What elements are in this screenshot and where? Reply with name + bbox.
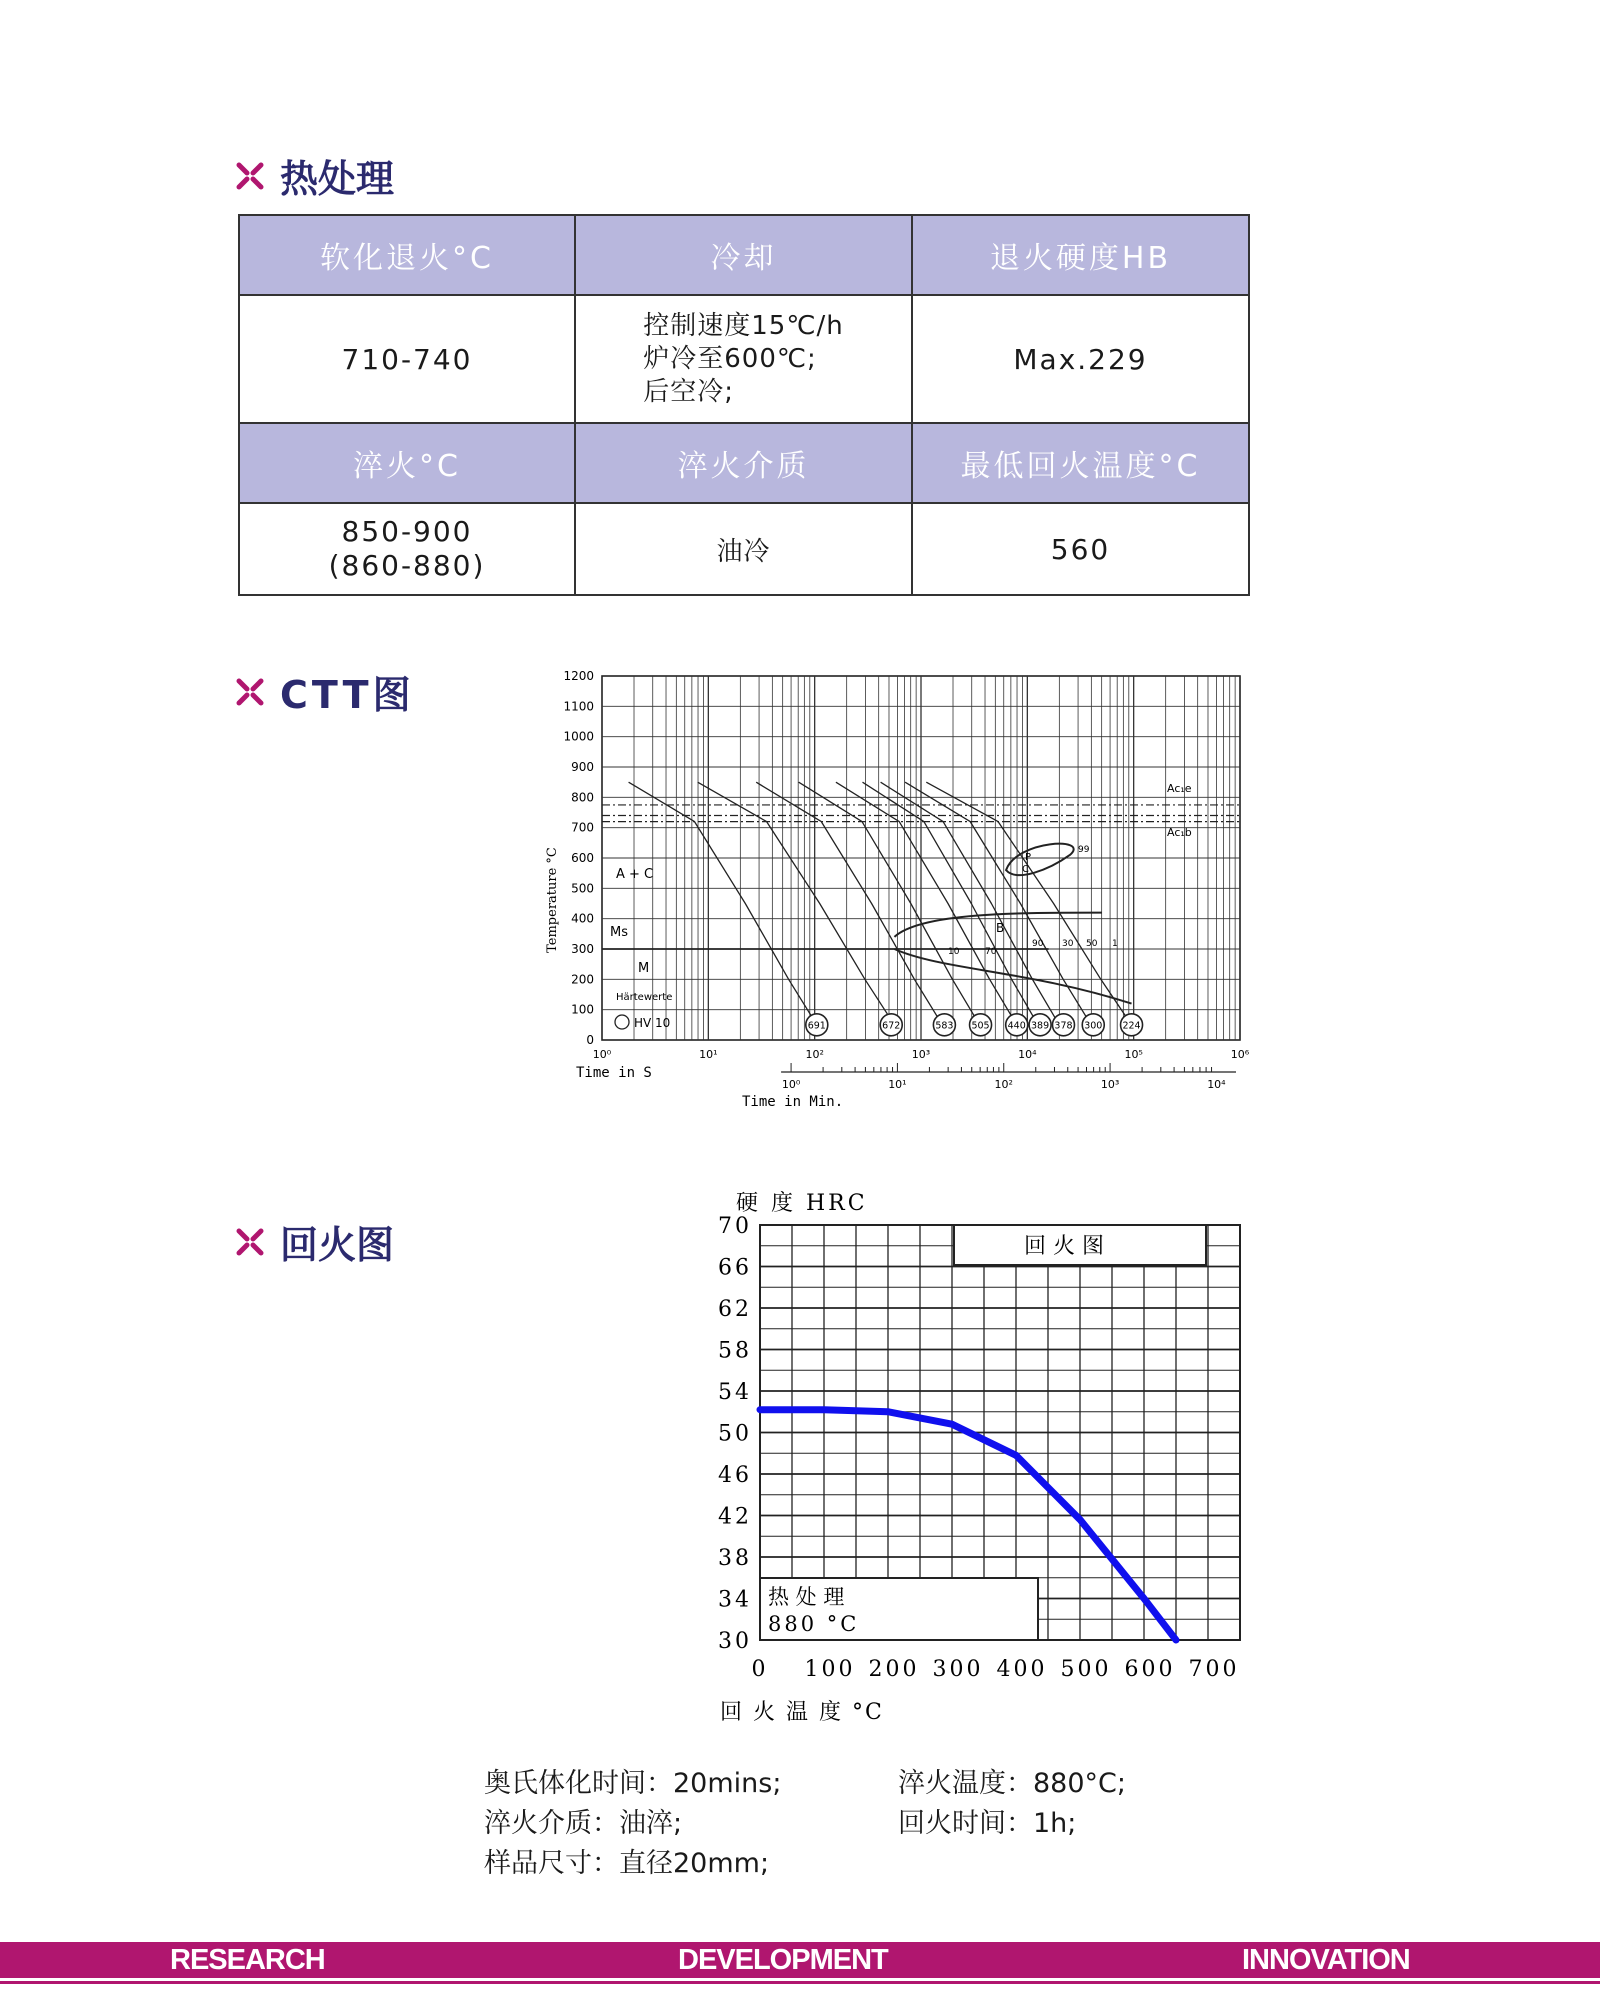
- ctt-x-tick-label: 10²: [805, 1048, 824, 1061]
- temper-x-label: 回 火 温 度 °C: [720, 1700, 884, 1725]
- ctt-y-tick-label: 1000: [563, 729, 594, 744]
- footer-band: [0, 1942, 1600, 1984]
- ctt-hardness-value: 378: [1054, 1020, 1073, 1032]
- section-title-tempering: [234, 1214, 394, 1269]
- temper-x-tick-label: 600: [1124, 1657, 1176, 1682]
- ctt-x-ticks: [593, 1048, 1250, 1061]
- ctt-y-tick-label: 1100: [563, 699, 594, 714]
- temper-x-tick-label: 300: [932, 1657, 984, 1682]
- temper-x-tick-label: 700: [1188, 1657, 1240, 1682]
- table-row: [239, 295, 1249, 423]
- temper-x-tick-label: 100: [804, 1657, 856, 1682]
- ctt-y-label: Temperature °C: [545, 847, 560, 953]
- ctt-hardness-value: 691: [807, 1020, 826, 1032]
- ctt-min-tick-label: 10²: [994, 1078, 1013, 1091]
- header-annealed-hardness: 退火硬度HB: [912, 215, 1249, 295]
- temper-x-tick-label: 0: [751, 1657, 769, 1682]
- ctt-percent-label: 30: [1062, 939, 1074, 949]
- ctt-y-tick-label: 0: [586, 1033, 594, 1047]
- ctt-hardness-value: 505: [971, 1020, 990, 1032]
- header-min-temper: 最低回火温度°C: [912, 423, 1249, 503]
- temper-y-label: 硬 度 HRC: [736, 1191, 868, 1216]
- section-title-text: CTT图: [280, 673, 415, 717]
- cross-ornament-icon: [234, 676, 266, 708]
- temper-y-tick-label: 38: [718, 1546, 752, 1571]
- ctt-percent-label: 50: [1086, 939, 1098, 949]
- value-annealed-hardness: Max.229: [912, 295, 1249, 423]
- ctt-percent-label: 1: [1112, 939, 1118, 949]
- temper-x-ticks: [752, 1657, 1240, 1682]
- header-cooling: 冷却: [575, 215, 912, 295]
- ctt-x-tick-label: 10⁴: [1018, 1048, 1037, 1061]
- value-quench-medium: 油冷: [575, 503, 912, 595]
- value-cooling: 控制速度15℃/h 炉冷至600℃; 后空冷;: [575, 295, 912, 423]
- table-header-row: [239, 215, 1249, 295]
- header-quench-medium: 淬火介质: [575, 423, 912, 503]
- table-header-row: [239, 423, 1249, 503]
- temper-y-tick-label: 50: [718, 1421, 752, 1447]
- ctt-hardness-value: 583: [935, 1020, 954, 1032]
- note-sample: 样品尺寸：直径20mm;: [484, 1848, 770, 1879]
- ctt-label-ac: A + C: [616, 867, 654, 882]
- ctt-y-tick-label: 500: [571, 881, 594, 896]
- ctt-x-label-min: Time in Min.: [742, 1094, 844, 1110]
- ctt-label-c: C: [1022, 864, 1029, 875]
- ctt-cooling-curves: [629, 782, 1132, 1025]
- temper-chart-title: 回 火 图: [1024, 1234, 1104, 1259]
- ctt-label-m: M: [638, 961, 650, 976]
- ctt-label-ac1e: Ac₁e: [1167, 782, 1192, 795]
- ctt-y-ticks: [563, 669, 594, 1047]
- ctt-label-hv: HV 10: [634, 1016, 671, 1030]
- section-title-heat-treatment: [234, 148, 394, 203]
- temper-y-tick-label: 42: [718, 1504, 752, 1530]
- value-quench: 850-900 (860-880): [239, 503, 575, 595]
- ctt-x-tick-label: 10⁶: [1230, 1048, 1250, 1061]
- ctt-y-tick-label: 400: [571, 911, 594, 926]
- note-temper-time: 回火时间：1h;: [898, 1808, 1077, 1839]
- table-row: [239, 503, 1249, 595]
- ctt-y-tick-label: 900: [571, 760, 594, 774]
- cross-ornament-icon: [234, 1226, 266, 1258]
- header-quench: 淬火°C: [239, 423, 575, 503]
- tempering-chart: [690, 1180, 1270, 1740]
- ctt-min-tick-label: 10⁰: [781, 1078, 801, 1091]
- ctt-label-b: B: [996, 921, 1005, 935]
- value-annealing: 710-740: [239, 295, 575, 423]
- temper-y-tick-label: 46: [718, 1463, 752, 1488]
- ctt-y-tick-label: 800: [571, 790, 594, 805]
- temper-y-tick-label: 54: [718, 1380, 752, 1405]
- ctt-x-label-s: Time in S: [576, 1065, 652, 1081]
- value-min-temper: 560: [912, 503, 1249, 595]
- ctt-y-tick-label: 700: [571, 820, 594, 835]
- note-medium: 淬火介质：油淬;: [484, 1808, 683, 1839]
- section-title-text: 回火图: [280, 1223, 395, 1267]
- temper-y-tick-label: 70: [718, 1214, 752, 1239]
- temper-y-tick-label: 34: [718, 1587, 752, 1613]
- temper-y-tick-label: 58: [718, 1338, 752, 1364]
- section-title-ctt: [234, 664, 415, 719]
- ctt-percent-label: 90: [1032, 939, 1044, 949]
- ctt-hardness-value: 224: [1122, 1020, 1141, 1032]
- ctt-min-tick-label: 10⁴: [1207, 1078, 1226, 1091]
- temper-y-tick-label: 62: [718, 1297, 752, 1322]
- ctt-hardness-markers: [806, 1014, 1143, 1036]
- ctt-y-tick-label: 200: [571, 972, 594, 987]
- temper-y-tick-label: 66: [718, 1255, 752, 1281]
- temper-x-tick-label: 200: [868, 1657, 920, 1682]
- note-austenitize: 奥氏体化时间：20mins;: [484, 1768, 782, 1799]
- temper-y-ticks: [718, 1214, 752, 1654]
- ctt-hardness-value: 300: [1084, 1020, 1103, 1032]
- ctt-y-tick-label: 1200: [563, 669, 594, 683]
- ctt-x-tick-label: 10⁵: [1124, 1048, 1143, 1061]
- ctt-percent-label: 10: [948, 947, 960, 957]
- ctt-y-tick-label: 100: [571, 1002, 594, 1017]
- header-annealing: 软化退火°C: [239, 215, 575, 295]
- ctt-min-tick-label: 10³: [1100, 1078, 1120, 1091]
- temper-note-line2: 880 °C: [768, 1612, 860, 1636]
- test-conditions: [484, 1764, 1126, 1884]
- note-quench-temp: 淬火温度：880°C;: [898, 1768, 1126, 1799]
- ctt-chart: [530, 660, 1260, 1120]
- footer-word-innovation: INNOVATION: [1242, 1944, 1410, 1976]
- ctt-y-tick-label: 300: [571, 942, 594, 956]
- ctt-x-tick-label: 10³: [911, 1048, 931, 1061]
- temper-x-tick-label: 500: [1060, 1657, 1112, 1682]
- footer-word-development: DEVELOPMENT: [678, 1944, 888, 1976]
- heat-treatment-table: [238, 214, 1250, 596]
- temper-y-tick-label: 30: [718, 1629, 752, 1654]
- ctt-min-tick-label: 10¹: [888, 1078, 907, 1091]
- ctt-x-tick-label: 10¹: [699, 1048, 718, 1061]
- section-title-text: 热处理: [280, 157, 395, 201]
- ctt-hardness-value: 389: [1031, 1020, 1050, 1032]
- ctt-label-ac1b: Ac₁b: [1167, 826, 1192, 839]
- ctt-minutes-axis: [781, 1063, 1236, 1091]
- ctt-hardness-value: 440: [1007, 1020, 1026, 1032]
- ctt-hardness-value: 672: [882, 1020, 901, 1032]
- footer-word-research: RESEARCH: [170, 1944, 325, 1976]
- ctt-label-hardness-title: Härtewerte: [616, 992, 673, 1003]
- ctt-labels: [610, 782, 1192, 1030]
- ctt-y-tick-label: 600: [571, 851, 594, 865]
- temper-note-line1: 热 处 理: [768, 1585, 845, 1609]
- ctt-percent-label: 99: [1078, 845, 1090, 855]
- ctt-label-p: P: [1025, 852, 1032, 863]
- cross-ornament-icon: [234, 160, 266, 192]
- ctt-x-tick-label: 10⁰: [592, 1048, 612, 1061]
- temper-x-tick-label: 400: [996, 1657, 1048, 1682]
- ctt-percent-label: 70: [985, 947, 997, 957]
- ctt-label-ms: Ms: [610, 925, 628, 940]
